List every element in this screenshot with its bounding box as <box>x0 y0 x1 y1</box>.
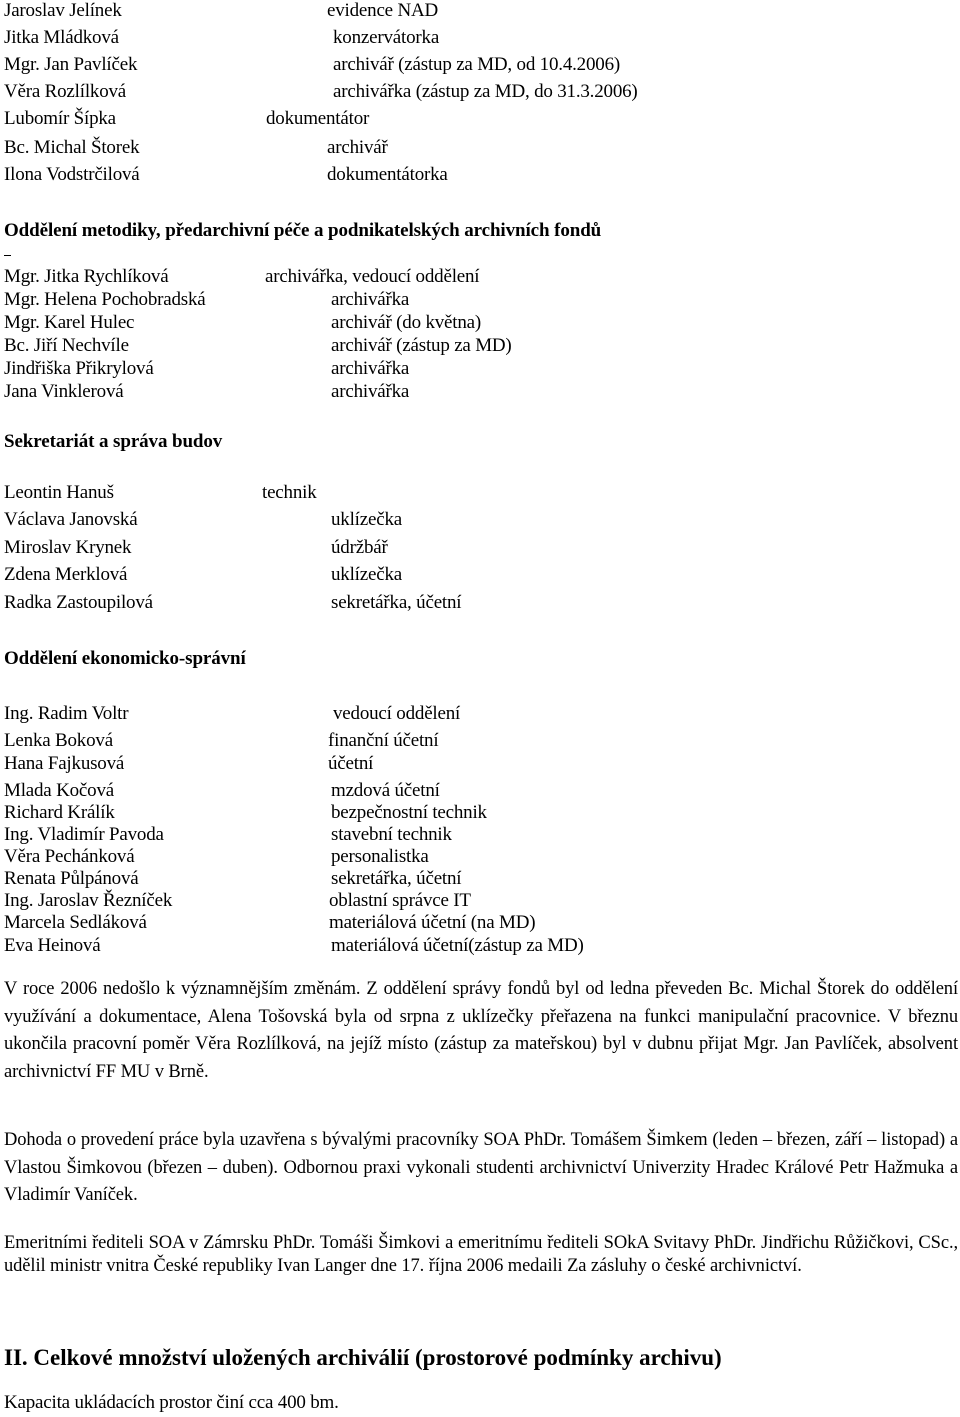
staff-name: Marcela Sedláková <box>4 912 147 933</box>
staff-name: Mgr. Karel Hulec <box>4 312 135 333</box>
staff-name: Věra Pechánková <box>4 846 135 867</box>
staff-name: Mgr. Helena Pochobradská <box>4 289 206 310</box>
staff-name: Zdena Merklová <box>4 564 128 585</box>
staff-role: archivář (do května) <box>331 312 482 333</box>
staff-name: Mgr. Jan Pavlíček <box>4 54 138 75</box>
staff-role: evidence NAD <box>327 0 439 21</box>
staff-name: Lubomír Šípka <box>4 108 116 129</box>
staff-name: Richard Králík <box>4 802 115 823</box>
staff-role: archivář <box>327 137 388 158</box>
body-paragraph: V roce 2006 nedošlo k významnějším změnám. Z oddělení správy fondů byl od ledna převeden Bc. Michal Štorek do oddělení využívání a dokumentace, Alena Tošovská byla od srpna z uklízečky přeřazena na funkci manipulační pracovnice. V březnu ukončila pracovní poměr Věra Rozlílková, na jejíž místo (zástup za mateřskou) byl v dubnu přijat Mgr. Jan Pavlíček, absolvent archivnictví FF MU v Brně. <box>4 979 958 1082</box>
staff-role: archivářka, vedoucí oddělení <box>265 266 480 287</box>
staff-name: Bc. Michal Štorek <box>4 137 140 158</box>
staff-role: archivářka <box>331 358 410 379</box>
staff-role: uklízečka <box>331 564 402 585</box>
staff-role: dokumentátorka <box>327 164 448 185</box>
section-heading: Oddělení metodiky, předarchivní péče a podnikatelských archivních fondů <box>4 220 602 241</box>
staff-role: stavební technik <box>331 824 452 845</box>
staff-name: Věra Rozlílková <box>4 81 127 102</box>
staff-name: Ing. Radim Voltr <box>4 703 129 724</box>
body-paragraph: Dohoda o provedení práce byla uzavřena s bývalými pracovníky SOA PhDr. Tomášem Šimkem (leden – březen, září – listopad) a Vlastou Šimkovou (březen – duben). Odbornou praxi vykonali studenti archivnictví Univerzity Hradec Králové Petr Hažmuka a Vladimír Vaníček. <box>4 1130 958 1205</box>
chapter-heading: II. Celkové množství uložených archiválií (prostorové podmínky archivu) <box>4 1345 722 1370</box>
staff-name: Jana Vinklerová <box>4 381 124 402</box>
section-heading: Oddělení ekonomicko-správní <box>4 648 246 669</box>
section-heading: Sekretariát a správa budov <box>4 431 223 452</box>
staff-name: Eva Heinová <box>4 935 101 956</box>
staff-name: Renata Půlpánová <box>4 868 139 889</box>
staff-role: archivářka <box>331 289 410 310</box>
staff-role: konzervátorka <box>333 27 440 48</box>
staff-role: finanční účetní <box>328 730 439 751</box>
staff-name: Jitka Mládková <box>4 27 119 48</box>
staff-role: údržbář <box>331 537 388 558</box>
staff-name: Ilona Vodstrčilová <box>4 164 140 185</box>
staff-name: Miroslav Krynek <box>4 537 132 558</box>
staff-role: účetní <box>328 753 374 774</box>
staff-role: sekretářka, účetní <box>331 592 462 613</box>
staff-name: Leontin Hanuš <box>4 482 114 503</box>
staff-name: Hana Fajkusová <box>4 753 125 774</box>
staff-name: Ing. Vladimír Pavoda <box>4 824 164 845</box>
staff-name: Bc. Jiří Nechvíle <box>4 335 129 356</box>
staff-role: archivářka (zástup za MD, do 31.3.2006) <box>333 81 638 102</box>
body-paragraph: Emeritními řediteli SOA v Zámrsku PhDr. Tomáši Šimkovi a emeritnímu řediteli SOkA Svitavy PhDr. Jindřichu Růžičkovi, CSc., udělil ministr vnitra České republiky Ivan Langer dne 17. října 2006 medaili Za zásluhy o české archivnictví. <box>4 1233 958 1276</box>
staff-role: mzdová účetní <box>331 780 440 801</box>
staff-name: Ing. Jaroslav Řezníček <box>4 890 173 911</box>
capacity-text: Kapacita ukládacích prostor činí cca 400 bm. <box>4 1392 339 1413</box>
staff-role: uklízečka <box>331 509 402 530</box>
staff-name: Lenka Boková <box>4 730 113 751</box>
staff-name: Mlada Kočová <box>4 780 114 801</box>
staff-role: dokumentátor <box>266 108 370 129</box>
staff-role: archivář (zástup za MD, od 10.4.2006) <box>333 54 621 75</box>
staff-role: vedoucí oddělení <box>333 703 461 724</box>
staff-role: technik <box>262 482 317 503</box>
staff-role: oblastní správce IT <box>329 890 471 911</box>
staff-name: Jindřiška Přikrylová <box>4 358 154 379</box>
staff-name: Radka Zastoupilová <box>4 592 153 613</box>
staff-role: personalistka <box>331 846 429 867</box>
staff-role: bezpečnostní technik <box>331 802 487 823</box>
staff-role: archivářka <box>331 381 410 402</box>
staff-role: archivář (zástup za MD) <box>331 335 512 356</box>
staff-role: materiálová účetní (na MD) <box>329 912 536 933</box>
staff-name: Václava Janovská <box>4 509 138 530</box>
staff-name: Mgr. Jitka Rychlíková <box>4 266 169 287</box>
dash-mark <box>4 255 11 256</box>
staff-role: materiálová účetní(zástup za MD) <box>331 935 584 956</box>
staff-role: sekretářka, účetní <box>331 868 462 889</box>
staff-name: Jaroslav Jelínek <box>4 0 122 21</box>
